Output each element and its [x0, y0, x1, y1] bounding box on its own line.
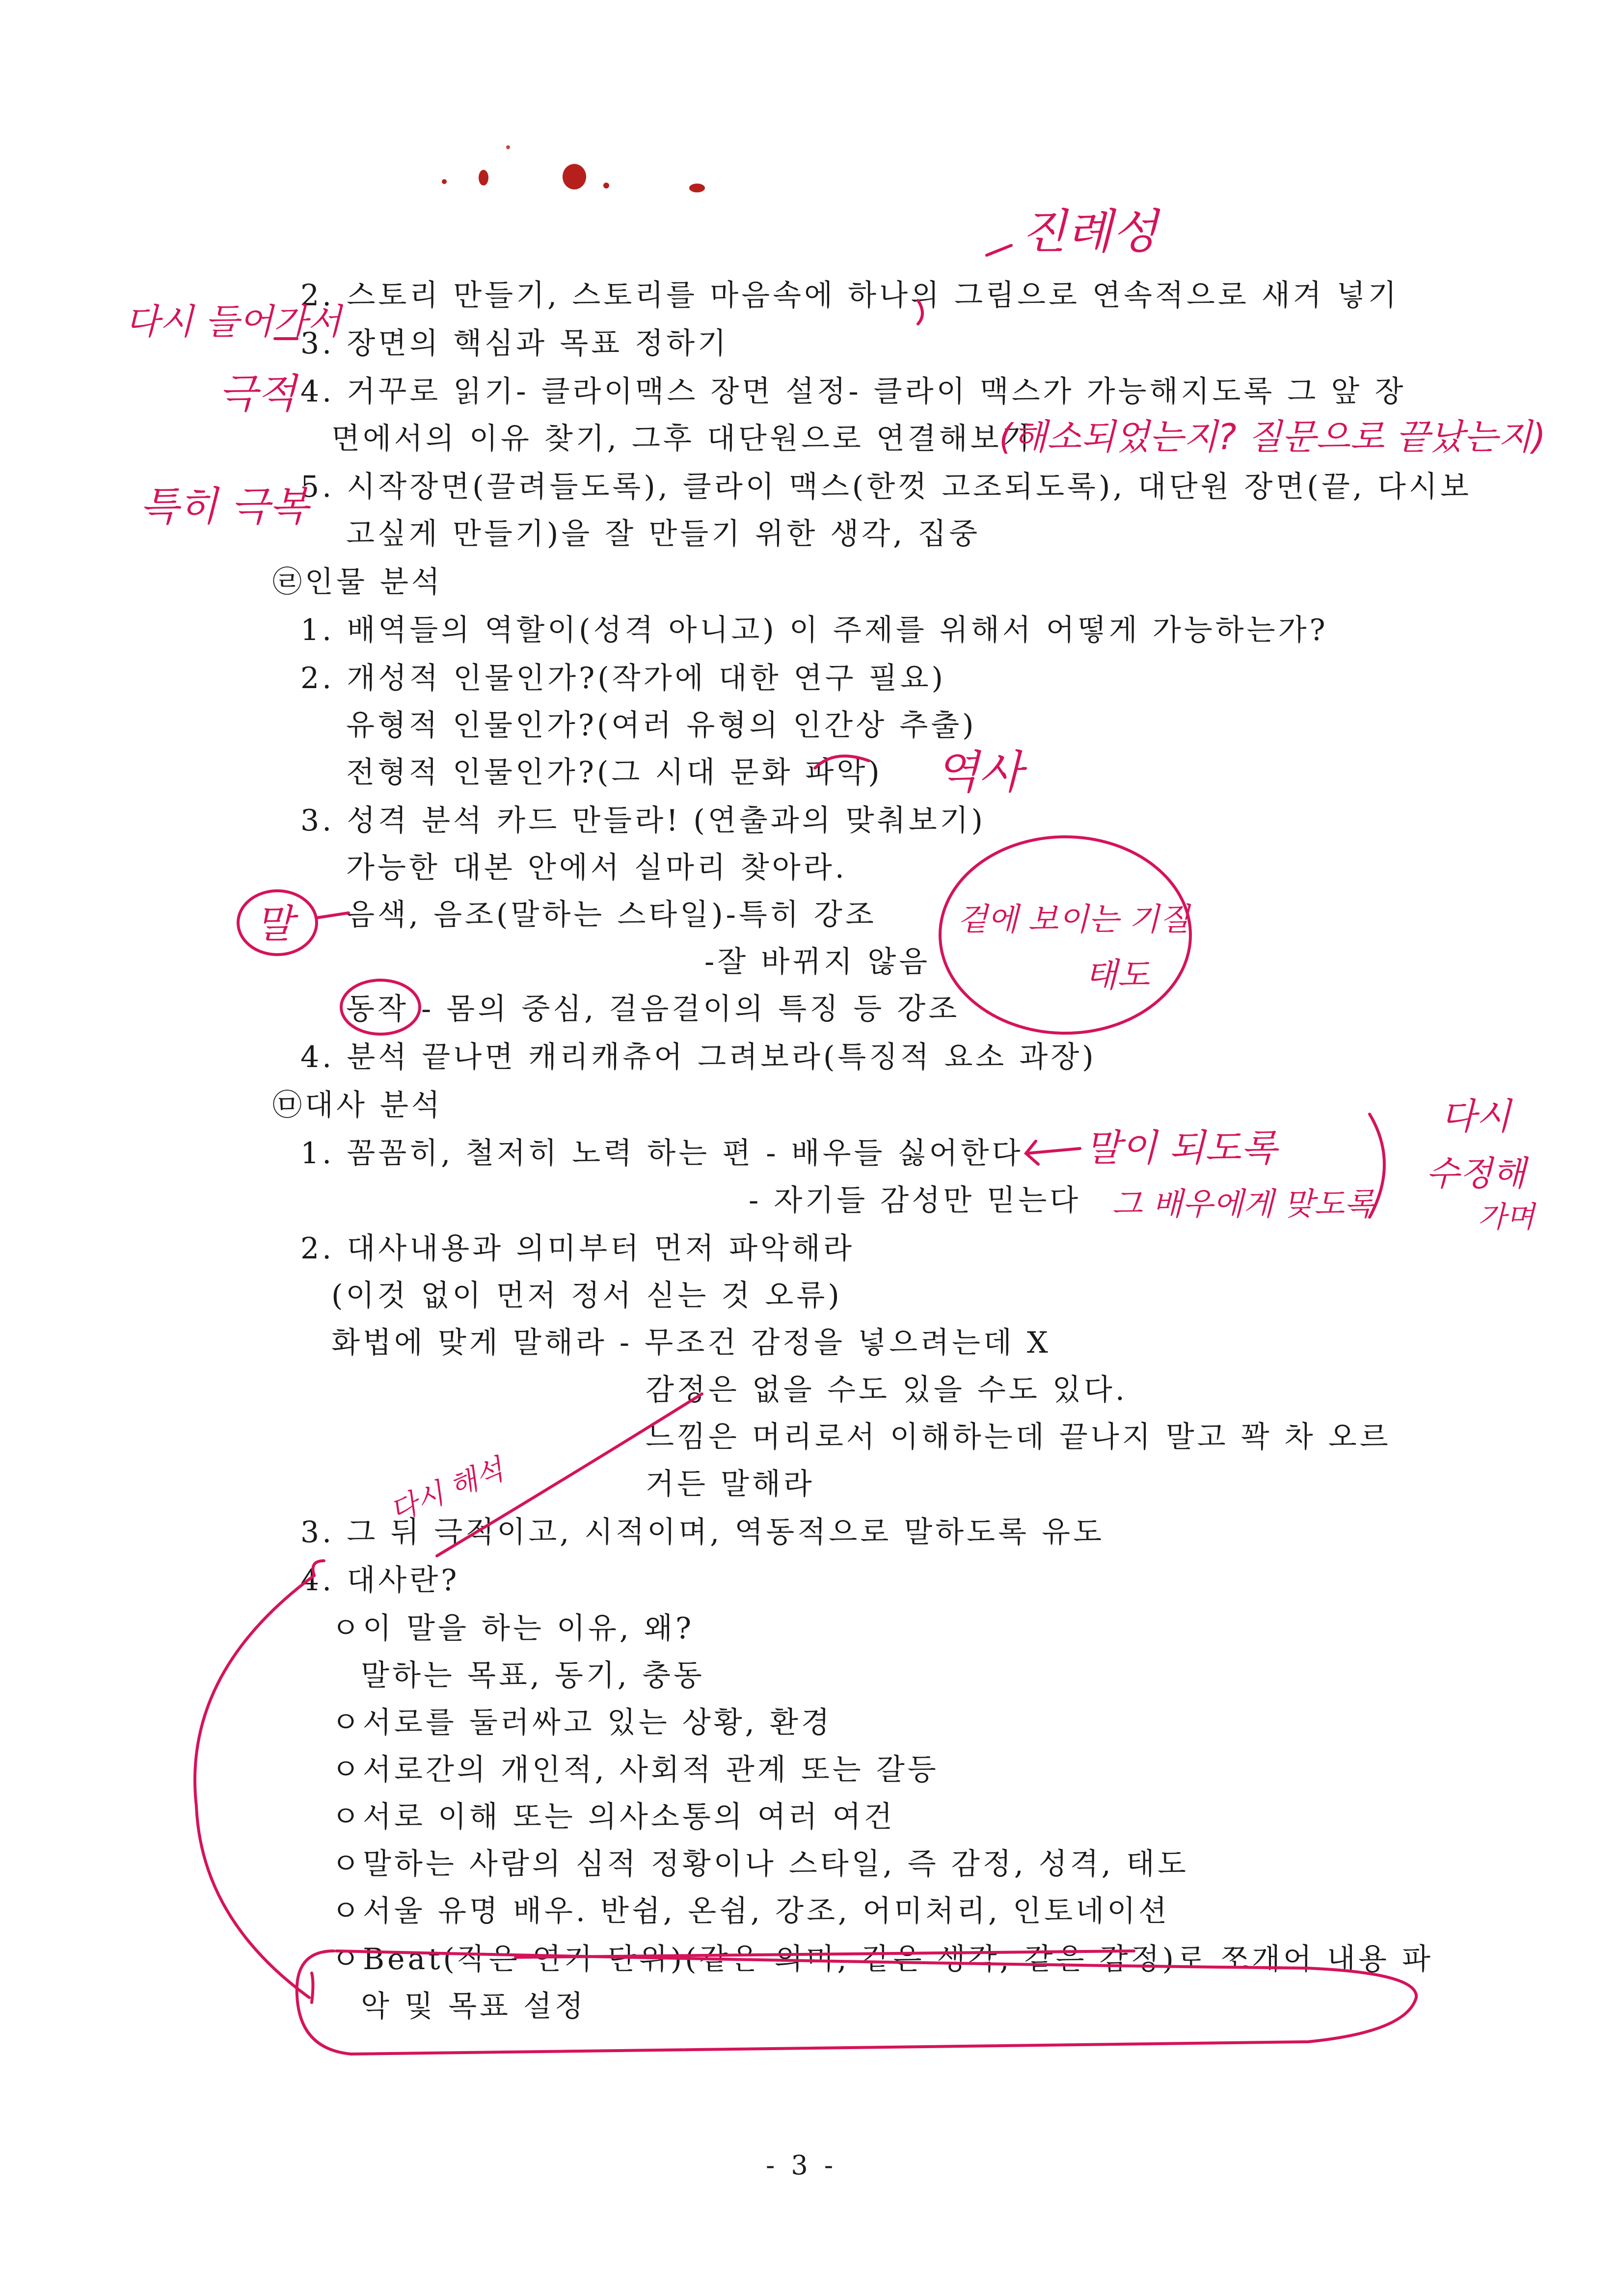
pointer-line — [317, 913, 349, 918]
note-12: 다시 — [1441, 1095, 1511, 1138]
bullet-relationship: ㅇ서로간의 개인적, 사회적 관계 또는 갈등 — [331, 1753, 939, 1787]
note-2: 다시 들어가서 — [125, 301, 342, 342]
arrow-stroke — [1026, 1141, 1080, 1164]
pointer-line — [815, 756, 869, 768]
stain-spot — [479, 170, 488, 186]
note-9: 태도 — [1085, 956, 1150, 995]
circle-mark — [341, 980, 420, 1034]
character-point-4: 4. 분석 끝나면 캐리캐츄어 그려보라(특징적 요소 과장) — [300, 1040, 1097, 1074]
loop-stroke — [297, 1951, 1416, 2054]
outline-item-5: 5. 시작장면(끌려들도록), 클라이 맥스(한껏 고조되도록), 대단원 장면(끝, 다시보 — [300, 470, 1472, 504]
page-number: - 3 - — [766, 2150, 837, 2181]
character-point-3e: 동작 - 몸의 중심, 걸음걸이의 특징 등 강조 — [346, 992, 960, 1026]
note-3: 극적 — [218, 371, 296, 417]
outline-item-3: 3. 장면의 핵심과 목표 정하기 — [300, 326, 729, 361]
handwritten-notes — [125, 204, 1546, 1528]
dialogue-point-2c: 화법에 맞게 말해라 - 무조건 감정을 넣으려는데 X — [331, 1326, 1051, 1360]
insert-mark — [918, 300, 922, 324]
character-point-2c: 전형적 인물인가?(그 시대 문화 파악) — [346, 755, 883, 790]
bullet-communication: ㅇ서로 이해 또는 의사소통의 여러 여건 — [331, 1800, 895, 1834]
dialogue-point-2b: (이것 없이 먼저 정서 싣는 것 오류) — [331, 1279, 842, 1313]
arrow-stroke — [312, 1561, 324, 2002]
bullet-reason: ㅇ이 말을 하는 이유, 왜? — [331, 1611, 695, 1646]
note-10: 말이 되도록 — [1085, 1126, 1277, 1170]
bullet-reason-detail: 말하는 목표, 동기, 충동 — [361, 1658, 705, 1693]
dialogue-point-1: 1. 꼼꼼히, 철저히 노력 하는 편 - 배우들 싫어한다 — [300, 1136, 1024, 1171]
note-1: 진례성 — [1021, 204, 1158, 259]
dialogue-point-2e: 느낌은 머리로서 이해하는데 끝나지 말고 꽉 차 오르 — [646, 1420, 1391, 1454]
note-15: 다시 해석 — [385, 1452, 509, 1528]
strike-line — [515, 1951, 1134, 1957]
note-6: 역사 — [935, 746, 1023, 799]
outline-item-4: 4. 거꾸로 읽기- 클라이맥스 장면 설정- 클라이 맥스가 가능해지도록 그 앞 장 — [300, 374, 1406, 409]
dialogue-point-2f: 거든 말해라 — [646, 1467, 815, 1501]
ink-stains — [442, 145, 705, 192]
character-point-1: 1. 배역들의 역할이(성격 아니고) 이 주제를 위해서 어떻게 가능하는가? — [300, 613, 1328, 647]
outline-item-4-cont: 면에서의 이유 찾기, 그후 대단원으로 연결해보기 — [331, 422, 1033, 456]
stain-spot — [563, 164, 586, 189]
note-13: 수정해 — [1426, 1153, 1526, 1194]
character-point-3c: 음색, 음조(말하는 스타일)-특히 강조 — [346, 898, 877, 932]
note-4: (해소되었는지? 질문으로 끝났는지) — [999, 416, 1546, 457]
dialogue-point-2: 2. 대사내용과 의미부터 먼저 파악해라 — [300, 1231, 855, 1266]
character-point-3b: 가능한 대본 안에서 실마리 찾아라. — [346, 851, 847, 885]
dialogue-point-1b: - 자기들 감성만 믿는다 — [749, 1183, 1081, 1218]
stain-spot — [442, 179, 447, 184]
arrow-stroke — [987, 245, 1011, 255]
note-5: 특히 극복 — [140, 483, 308, 530]
bullet-beat-cont: 악 및 목표 설정 — [361, 1989, 586, 2024]
dialogue-point-3: 3. 그 뒤 극적이고, 시적이며, 역동적으로 말하도록 유도 — [300, 1515, 1105, 1549]
arrow-stroke — [195, 1575, 314, 1998]
stain-spot — [603, 183, 609, 188]
character-point-2b: 유형적 인물인가?(여러 유형의 인간상 추출) — [346, 708, 977, 743]
section-heading-dialogue: ㉤대사 분석 — [272, 1088, 443, 1122]
outline-item-2: 2. 스토리 만들기, 스토리를 마음속에 하나의 그림으로 연속적으로 새겨 넣기 — [300, 278, 1400, 313]
section-heading-character: ㉣인물 분석 — [272, 565, 443, 599]
note-7: 말 — [255, 901, 294, 947]
character-point-3: 3. 성격 분석 카드 만들라! (연출과의 맞춰보기) — [300, 803, 986, 838]
stain-spot — [689, 184, 705, 192]
character-point-2: 2. 개성적 인물인가?(작가에 대한 연구 필요) — [300, 661, 946, 695]
bullet-beat: ㅇBeat(작은 연기 단위)(같은 의미, 같은 생각, 같은 감정)로 쪼개어 내용 파 — [331, 1942, 1433, 1976]
note-8: 겉에 보이는 기질 — [957, 902, 1190, 938]
bullet-speaker-state: ㅇ말하는 사람의 심적 정황이나 스타일, 즉 감정, 성격, 태도 — [331, 1847, 1189, 1881]
bullet-actor: ㅇ서울 유명 배우. 반쉼, 온쉼, 강조, 어미처리, 인토네이션 — [331, 1894, 1170, 1928]
dialogue-point-2d: 감정은 없을 수도 있을 수도 있다. — [646, 1373, 1128, 1407]
note-11: 그 배우에게 맞도록 — [1112, 1186, 1375, 1223]
bullet-situation: ㅇ서로를 둘러싸고 있는 상황, 환경 — [331, 1706, 833, 1740]
character-point-3d: -잘 바뀌지 않음 — [704, 945, 931, 979]
outline-item-5-cont: 고싶게 만들기)을 잘 만들기 위한 생각, 집중 — [346, 517, 981, 551]
dialogue-point-4: 4. 대사란? — [300, 1563, 460, 1598]
note-14: 가며 — [1478, 1200, 1535, 1234]
stain-spot — [506, 145, 510, 149]
